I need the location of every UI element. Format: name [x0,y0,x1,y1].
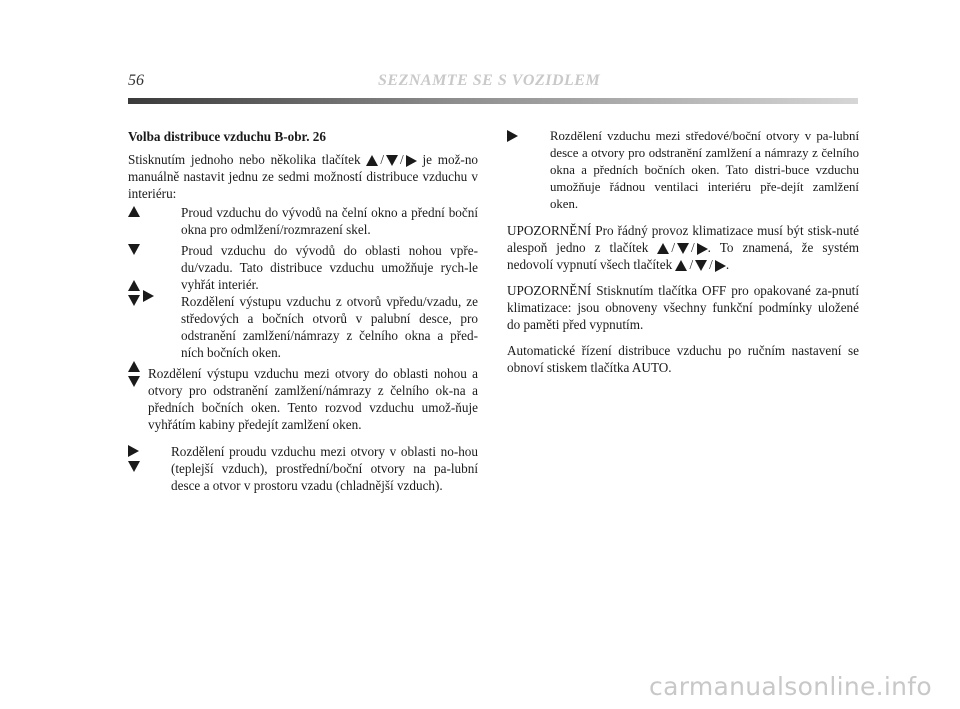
auto-paragraph: Automatické řízení distribuce vzduchu po ručním nastavení se obnoví stiskem tlačítka AUTO. [507,343,859,375]
arrow-down-icon [128,295,140,306]
header-rule [128,98,858,104]
arrow-down-icon [695,260,707,271]
page-header [128,70,858,94]
arrow-down-icon [677,243,689,254]
distribution-option [128,242,478,293]
arrow-right-icon [143,290,154,302]
chapter-title: SEZNAMTE SE S VOZIDLEM [378,72,601,89]
left-column [128,128,478,494]
intro-paragraph: Stisknutím jednoho nebo několika tlačítek / / je mož-no manuálně nastavit jednu ze sedmi možností distribuce vzduchu v interiéru: [128,152,479,201]
distribution-option [128,293,478,361]
distribution-option [128,365,478,433]
distribution-option [128,204,478,238]
option-text: Proud vzduchu do vývodů na čelní okno a přední boční okna pro odmlžení/rozmrazení skel. [181,205,478,237]
arrow-up-icon [675,260,687,271]
arrow-right-icon [715,260,726,272]
section-heading: Volba distribuce vzduchu B-obr. 26 [128,129,326,144]
page-footer [0,672,960,709]
arrow-up-icon [128,361,140,372]
intro-text-cont: je mož-no manuálně nastavit jednu ze sedmi možností distribuce vzduchu v interiéru: [128,152,479,201]
warning-text: UPOZORNĚNÍ Pro řádný provoz klimatizace musí být stisk-nuté alespoň jedno z tlačítek [507,223,859,255]
intro-text: Stisknutím jednoho nebo několika tlačítek [128,152,361,167]
arrow-down-icon [128,376,140,387]
arrow-down-icon [128,461,140,472]
page-number: 56 [128,72,144,89]
warning-paragraph: UPOZORNĚNÍ Pro řádný provoz klimatizace musí být stisk-nuté alespoň jedno z tlačítek / / . To znamená, že systém nedovolí vypnutí všech tlačítek / / . [507,223,859,272]
option-text: Rozdělení proudu vzduchu mezi otvory v oblasti no-hou (teplejší vzduch), prostřední/boční otvory na pa-lubní desce a otvor v prostoru vzadu (chladnější vzduch). [171,444,478,493]
warning-text-cont: . To znamená, že systém nedovolí vypnutí všech tlačítek [507,240,859,272]
option-text: Proud vzduchu do vývodů do oblasti nohou vpře-du/vzadu. Tato distribuce vzduchu umožňuje rych-le vyhřát interiér. [181,243,478,292]
warning-text-end: . [725,257,730,272]
right-column [507,128,859,376]
option-text: Rozdělení vzduchu mezi středové/boční otvory v pa-lubní desce a otvory pro odstranění zamlžení a námrazy z čelního okna a předních bočních oken. Tato distri-buce vzduchu umožňuje řádnou ventilaci interiéru pře-dejít zamlžení oken. [550,129,859,211]
arrow-up-icon [128,280,140,291]
distribution-option [128,443,478,494]
option-text: Rozdělení výstupu vzduchu mezi otvory do oblasti nohou a otvory pro odstranění zamlžení/námrazy z čelního ok-na a předních bočních oken. Tento rozvod vzduchu umož-ňuje vyhřátím kabiny předejít zamlžení oken. [148,366,478,432]
warning-paragraph-2: UPOZORNĚNÍ Stisknutím tlačítka OFF pro opakované za-pnutí klimatizace: jsou obnoveny všechny funkční podmínky uložené do paměti před vypnutím. [507,283,859,332]
distribution-option [507,128,859,213]
arrow-down-icon [128,244,140,255]
arrow-up-icon [128,206,140,217]
arrow-right-icon [128,445,139,457]
option-text: Rozdělení výstupu vzduchu z otvorů vpředu/vzadu, ze středových a bočních otvorů v palubní desce, pro odstranění zamlžení/námrazy z čelního okna a před-ních bočních oken. [181,294,478,360]
arrow-up-icon [366,155,378,166]
arrow-right-icon [697,243,708,255]
watermark: carmanualsonline.info [649,672,932,701]
arrow-right-icon [406,155,417,167]
arrow-down-icon [386,155,398,166]
arrow-right-icon [507,130,518,142]
arrow-up-icon [657,243,669,254]
